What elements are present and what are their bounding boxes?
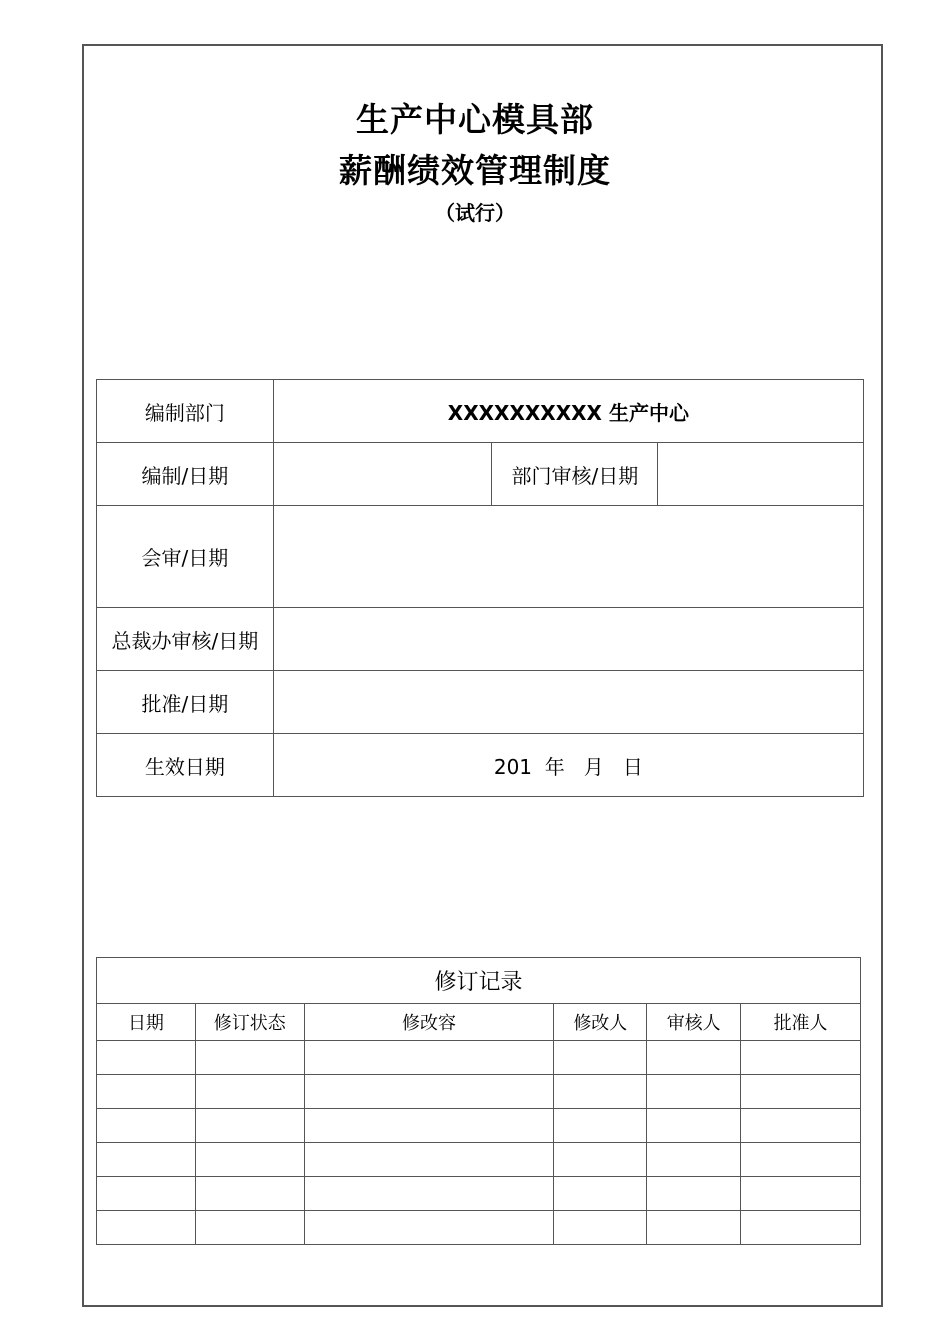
table-cell[interactable] <box>741 1109 861 1143</box>
president-review-value[interactable] <box>273 608 863 671</box>
revision-caption: 修订记录 <box>97 958 861 1004</box>
effective-label: 生效日期 <box>97 734 274 797</box>
table-cell[interactable] <box>554 1041 647 1075</box>
table-cell[interactable] <box>554 1075 647 1109</box>
table-cell[interactable] <box>195 1177 304 1211</box>
table-cell[interactable] <box>647 1041 741 1075</box>
table-cell[interactable] <box>195 1109 304 1143</box>
table-cell[interactable] <box>741 1075 861 1109</box>
document-subtitle: 薪酬绩效管理制度 <box>339 151 611 190</box>
table-cell[interactable] <box>554 1143 647 1177</box>
table-cell[interactable] <box>97 1109 196 1143</box>
approval-row-approve <box>97 671 864 734</box>
compiler-label: 编制/日期 <box>97 443 274 506</box>
approval-row-dept <box>97 380 864 443</box>
table-row <box>97 1177 861 1211</box>
col-header-reviewer: 审核人 <box>647 1004 741 1041</box>
table-cell[interactable] <box>741 1041 861 1075</box>
approval-row-effective <box>97 734 864 797</box>
table-cell[interactable] <box>97 1211 196 1245</box>
table-cell[interactable] <box>741 1143 861 1177</box>
dept-label: 编制部门 <box>97 380 274 443</box>
col-header-approver: 批准人 <box>741 1004 861 1041</box>
table-row <box>97 1075 861 1109</box>
col-header-date: 日期 <box>97 1004 196 1041</box>
joint-review-label: 会审/日期 <box>97 506 274 608</box>
table-cell[interactable] <box>304 1211 554 1245</box>
document-trial-note: （试行） <box>435 201 515 225</box>
table-cell[interactable] <box>195 1075 304 1109</box>
col-header-status: 修订状态 <box>195 1004 304 1041</box>
table-row <box>97 1143 861 1177</box>
joint-review-value[interactable] <box>273 506 863 608</box>
table-cell[interactable] <box>97 1177 196 1211</box>
revision-table <box>96 957 861 1245</box>
col-header-content: 修改容 <box>304 1004 554 1041</box>
revision-header-row <box>97 1004 861 1041</box>
approval-row-joint-review <box>97 506 864 608</box>
approve-value[interactable] <box>273 671 863 734</box>
table-cell[interactable] <box>195 1143 304 1177</box>
table-cell[interactable] <box>554 1211 647 1245</box>
revision-caption-row <box>97 958 861 1004</box>
table-cell[interactable] <box>647 1109 741 1143</box>
effective-date-value[interactable]: 201 年 月 日 <box>273 734 863 797</box>
table-cell[interactable] <box>195 1211 304 1245</box>
table-cell[interactable] <box>304 1177 554 1211</box>
table-cell[interactable] <box>647 1177 741 1211</box>
compiler-value[interactable] <box>273 443 492 506</box>
table-cell[interactable] <box>741 1177 861 1211</box>
table-row <box>97 1109 861 1143</box>
dept-review-label: 部门审核/日期 <box>492 443 658 506</box>
dept-value: XXXXXXXXXX 生产中心 <box>273 380 863 443</box>
table-cell[interactable] <box>554 1109 647 1143</box>
table-cell[interactable] <box>97 1143 196 1177</box>
table-row <box>97 1041 861 1075</box>
president-review-label: 总裁办审核/日期 <box>97 608 274 671</box>
document-title: 生产中心模具部 <box>356 100 594 139</box>
table-cell[interactable] <box>304 1075 554 1109</box>
approval-table <box>96 379 864 797</box>
col-header-modifier: 修改人 <box>554 1004 647 1041</box>
table-row <box>97 1211 861 1245</box>
table-cell[interactable] <box>304 1109 554 1143</box>
table-cell[interactable] <box>647 1075 741 1109</box>
dept-review-value[interactable] <box>658 443 864 506</box>
table-cell[interactable] <box>741 1211 861 1245</box>
approval-row-president-review <box>97 608 864 671</box>
table-cell[interactable] <box>647 1211 741 1245</box>
table-cell[interactable] <box>554 1177 647 1211</box>
table-cell[interactable] <box>304 1041 554 1075</box>
table-cell[interactable] <box>647 1143 741 1177</box>
table-cell[interactable] <box>195 1041 304 1075</box>
table-cell[interactable] <box>97 1041 196 1075</box>
approval-row-compiler <box>97 443 864 506</box>
table-cell[interactable] <box>97 1075 196 1109</box>
table-cell[interactable] <box>304 1143 554 1177</box>
approve-label: 批准/日期 <box>97 671 274 734</box>
